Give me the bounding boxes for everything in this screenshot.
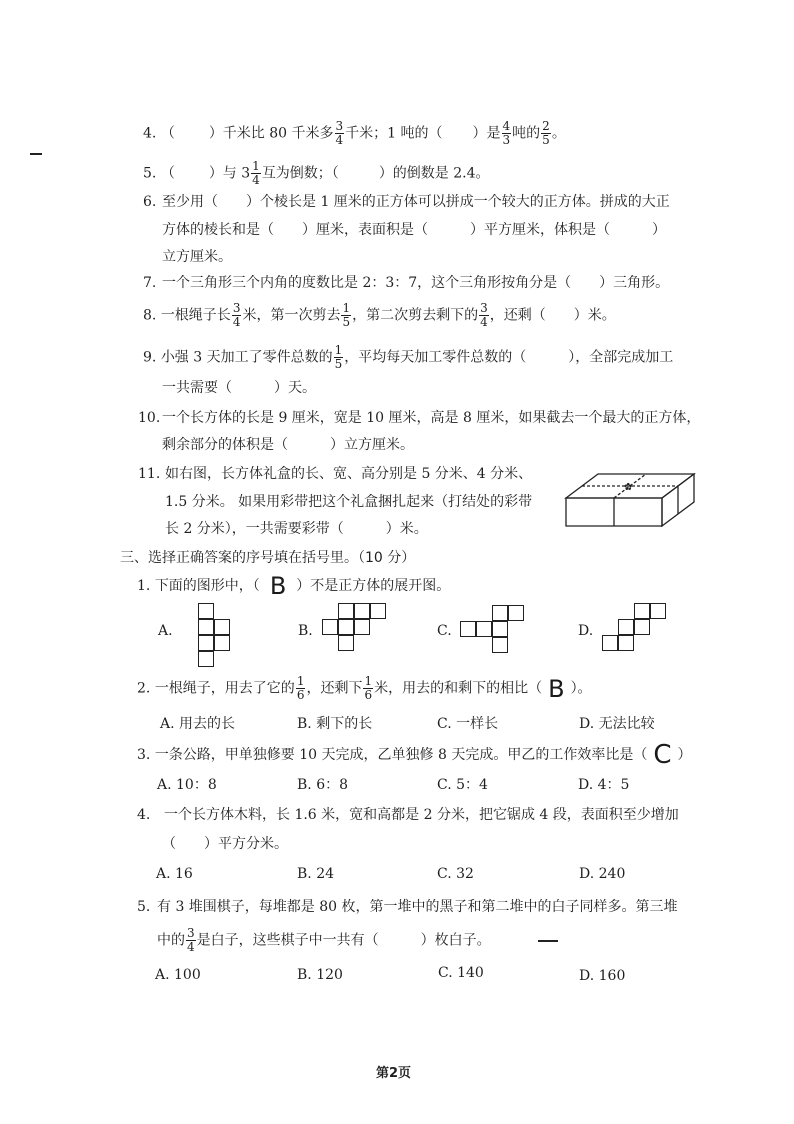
- fraction: $\frac{3}{4}$: [335, 119, 344, 147]
- ribbon-knot-icon: ✿: [624, 482, 633, 493]
- fraction: $\frac{1}{5}$: [342, 301, 351, 329]
- option-b[interactable]: B. 120: [297, 967, 343, 983]
- choice-question-3: 3. 一条公路，甲单独修要 10 天完成，乙单独修 8 天完成。甲乙的工作效率比是（ C ）: [137, 740, 692, 770]
- question-10-number: 10.: [138, 410, 161, 426]
- fraction: $\frac{2}{5}$: [542, 119, 550, 147]
- fraction: $\frac{3}{4}$: [232, 301, 241, 329]
- fraction: $\frac{1}{6}$: [364, 674, 373, 702]
- option-d[interactable]: D. 4：5: [578, 777, 630, 793]
- fraction: $\frac{4}{3}$: [502, 119, 511, 147]
- handwritten-answer[interactable]: B: [269, 572, 287, 600]
- question-11-number: 11.: [138, 466, 161, 482]
- fraction: $\frac{1}{5}$: [334, 343, 343, 371]
- scan-mark: [30, 153, 42, 155]
- question-7: 一个三角形三个内角的度数比是 2：3：7，这个三角形按角分是（ ）三角形。: [162, 275, 670, 291]
- choice-question-2: 2. 一根绳子，用去了它的 $\frac{1}{6}$ ，还剩下 $\frac{1}{6}$ 米，用去的和剩下的相比（ B ）。: [137, 674, 592, 703]
- question-4: 4. （ ）千米比 80 千米多 $\frac{3}{4}$ 千米；1 吨的（ ）是 $\frac{4}{3}$ 吨的 $\frac{2}{5}$ 。: [143, 119, 566, 147]
- option-a[interactable]: A. 10：8: [157, 777, 217, 793]
- section-3-heading: 三、选择正确答案的序号填在括号里。（10 分）: [120, 550, 416, 566]
- page-number: 第2页: [376, 1066, 412, 1081]
- choice-question-5-number: 5.: [137, 899, 151, 915]
- question-9: 9. 小强 3 天加工了零件总数的 $\frac{1}{5}$ ，平均每天加工零件总数的（ ），全部完成加工: [143, 343, 674, 371]
- option-b-label[interactable]: B.: [298, 623, 313, 639]
- handwritten-answer[interactable]: C: [653, 740, 672, 770]
- question-10-line2: 剩余部分的体积是（ ）立方厘米。: [162, 437, 414, 453]
- handwritten-answer[interactable]: B: [548, 674, 565, 703]
- option-d[interactable]: D. 160: [579, 968, 626, 984]
- choice-question-5-line1: 有 3 堆围棋子，每堆都是 80 枚，第一堆中的黑子和第二堆中的白子同样多。第三堆: [157, 899, 678, 915]
- choice-question-5-line2: 中的 $\frac{3}{4}$ 是白子，这些棋子中一共有（ ）枚白子。: [157, 926, 491, 954]
- choice-question-4-number: 4.: [137, 807, 151, 823]
- choice-question-1: 1. 下面的图形中，（ B ）不是正方体的展开图。: [137, 572, 451, 600]
- choice-question-4-line2: （ ）平方分米。: [162, 836, 288, 852]
- question-5: 5. （ ）与 3 $\frac{1}{4}$ 互为倒数；（ ）的倒数是 2.4。: [143, 159, 490, 187]
- question-7-number: 7.: [143, 275, 157, 291]
- question-6-number: 6.: [143, 194, 157, 210]
- option-b[interactable]: B. 6：8: [297, 777, 349, 793]
- option-b[interactable]: B. 剩下的长: [297, 716, 373, 732]
- question-10-line1: 一个长方体的长是 9 厘米，宽是 10 厘米，高是 8 厘米，如果截去一个最大的正方体，: [162, 410, 701, 426]
- option-c[interactable]: C. 一样长: [437, 716, 499, 732]
- option-c-label[interactable]: C.: [437, 623, 452, 639]
- option-a[interactable]: A. 16: [156, 866, 193, 882]
- option-c[interactable]: C. 5：4: [437, 777, 488, 793]
- fraction: $\frac{3}{4}$: [480, 301, 488, 329]
- question-11-line3: 长 2 分米），一共需要彩带（ ）米。: [165, 521, 428, 537]
- question-8: 8. 一根绳子长 $\frac{3}{4}$ 米，第一次剪去 $\frac{1}{5}$ ，第二次剪去剩下的 $\frac{3}{4}$ ，还剩（ ）米。: [143, 301, 616, 329]
- option-d[interactable]: D. 无法比较: [579, 716, 655, 732]
- option-c[interactable]: C. 140: [438, 965, 484, 981]
- choice-question-4-line1: 一个长方体木料，长 1.6 米，宽和高都是 2 分米，把它锯成 4 段，表面积至少增加: [164, 807, 679, 823]
- option-a[interactable]: A. 100: [155, 967, 201, 983]
- option-c[interactable]: C. 32: [437, 866, 474, 882]
- gift-box-figure: [560, 460, 700, 532]
- fraction: $\frac{1}{6}$: [296, 674, 305, 702]
- question-6-line3: 立方厘米。: [162, 249, 232, 265]
- question-6-line2: 方体的棱长和是（ ）厘米，表面积是（ ）平方厘米，体积是（ ）: [162, 222, 666, 238]
- fraction: $\frac{3}{4}$: [187, 926, 195, 954]
- option-d[interactable]: D. 240: [579, 866, 626, 882]
- question-9-line2: 一共需要（ ）天。: [162, 380, 316, 396]
- pen-mark: [538, 940, 558, 942]
- question-11-line1: 如右图，长方体礼盒的长、宽、高分别是 5 分米、4 分米、: [165, 466, 533, 482]
- question-11-line2: 1.5 分米。 如果用彩带把这个礼盒捆扎起来（打结处的彩带: [165, 494, 533, 510]
- option-a-label[interactable]: A.: [158, 623, 173, 639]
- question-6-line1: 至少用（ ）个棱长是 1 厘米的正方体可以拼成一个较大的正方体。拼成的大正: [162, 194, 670, 210]
- option-a[interactable]: A. 用去的长: [160, 716, 236, 732]
- option-d-label[interactable]: D.: [578, 623, 594, 639]
- option-b[interactable]: B. 24: [297, 866, 335, 882]
- fraction: $\frac{1}{4}$: [252, 159, 260, 187]
